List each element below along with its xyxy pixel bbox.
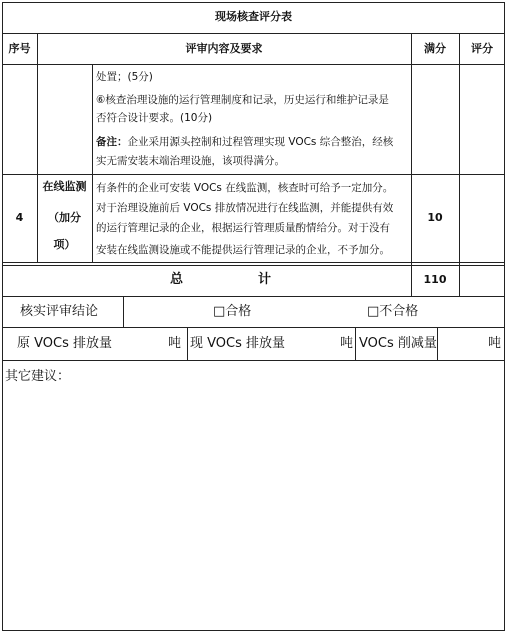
pass-checkbox[interactable]: □合格 bbox=[213, 304, 252, 319]
table-title: 现场核查评分表 bbox=[215, 10, 292, 23]
rule bbox=[355, 327, 356, 360]
prev-row-line-2: ⑥核查治理设施的运行管理制度和记录，历史运行和维护记录是 bbox=[96, 94, 389, 106]
rule bbox=[2, 174, 505, 175]
row4-number: 4 bbox=[15, 211, 24, 224]
rule bbox=[437, 327, 438, 360]
prev-row-line-3: 否符合设计要求。(10分) bbox=[96, 112, 213, 124]
row4-line-2: 对于治理设施前后 VOCs 排放情况进行在线监测，并能提供有效 bbox=[96, 202, 394, 214]
rule bbox=[411, 33, 412, 296]
rule bbox=[2, 360, 505, 361]
fail-checkbox[interactable]: □不合格 bbox=[367, 304, 419, 319]
total-label-1: 总 bbox=[170, 272, 184, 287]
rule bbox=[92, 64, 93, 262]
rule bbox=[2, 296, 505, 297]
suggestions-label: 其它建议： bbox=[5, 369, 71, 384]
row4-line-4: 安装在线监测设施或不能提供运行管理记录的企业，不予加分。 bbox=[96, 244, 390, 256]
conclusion-label: 核实评审结论 bbox=[20, 304, 99, 319]
prev-row-note-line-1 bbox=[96, 134, 393, 151]
header-full-score: 满分 bbox=[424, 42, 446, 55]
rule bbox=[2, 33, 505, 34]
prev-row-line-1: 处置；(5分) bbox=[96, 71, 153, 83]
row4-item-line-1: 在线监测 bbox=[42, 180, 87, 193]
note-text: 企业采用源头控制和过程管理实现 VOCs 综合整治，经核 bbox=[127, 136, 394, 148]
original-emission-unit: 吨 bbox=[168, 336, 182, 351]
total-full-score: 110 bbox=[423, 273, 447, 286]
header-score: 评分 bbox=[471, 42, 493, 55]
header-content: 评审内容及要求 bbox=[185, 42, 263, 55]
reduction-unit: 吨 bbox=[488, 336, 502, 351]
row4-line-3: 的运行管理记录的企业，根据运行管理质量酌情给分。对于没有 bbox=[96, 222, 390, 234]
row4-full-score: 10 bbox=[427, 211, 443, 224]
reduction-label: VOCs 削减量 bbox=[359, 336, 437, 351]
header-no: 序号 bbox=[8, 42, 31, 55]
row4-item-line-3: 项） bbox=[53, 238, 76, 251]
rule bbox=[459, 33, 460, 296]
row4-item-line-2: （加分 bbox=[48, 211, 81, 224]
current-emission-label: 现 VOCs 排放量 bbox=[190, 336, 286, 351]
rule bbox=[2, 262, 505, 263]
note-label: 备注： bbox=[96, 136, 128, 148]
rule bbox=[123, 296, 124, 327]
total-label-2: 计 bbox=[258, 272, 272, 287]
row4-line-1: 有条件的企业可安装 VOCs 在线监测，核查时可给予一定加分。 bbox=[96, 182, 394, 194]
prev-row-note-line-2: 实无需安装末端治理设施，该项得满分。 bbox=[96, 155, 285, 167]
rule bbox=[2, 265, 505, 266]
original-emission-label: 原 VOCs 排放量 bbox=[17, 336, 113, 351]
suggestions-area[interactable] bbox=[3, 388, 504, 630]
rule bbox=[187, 327, 188, 360]
rule bbox=[2, 327, 505, 328]
current-emission-unit: 吨 bbox=[340, 336, 354, 351]
rule bbox=[2, 64, 505, 65]
